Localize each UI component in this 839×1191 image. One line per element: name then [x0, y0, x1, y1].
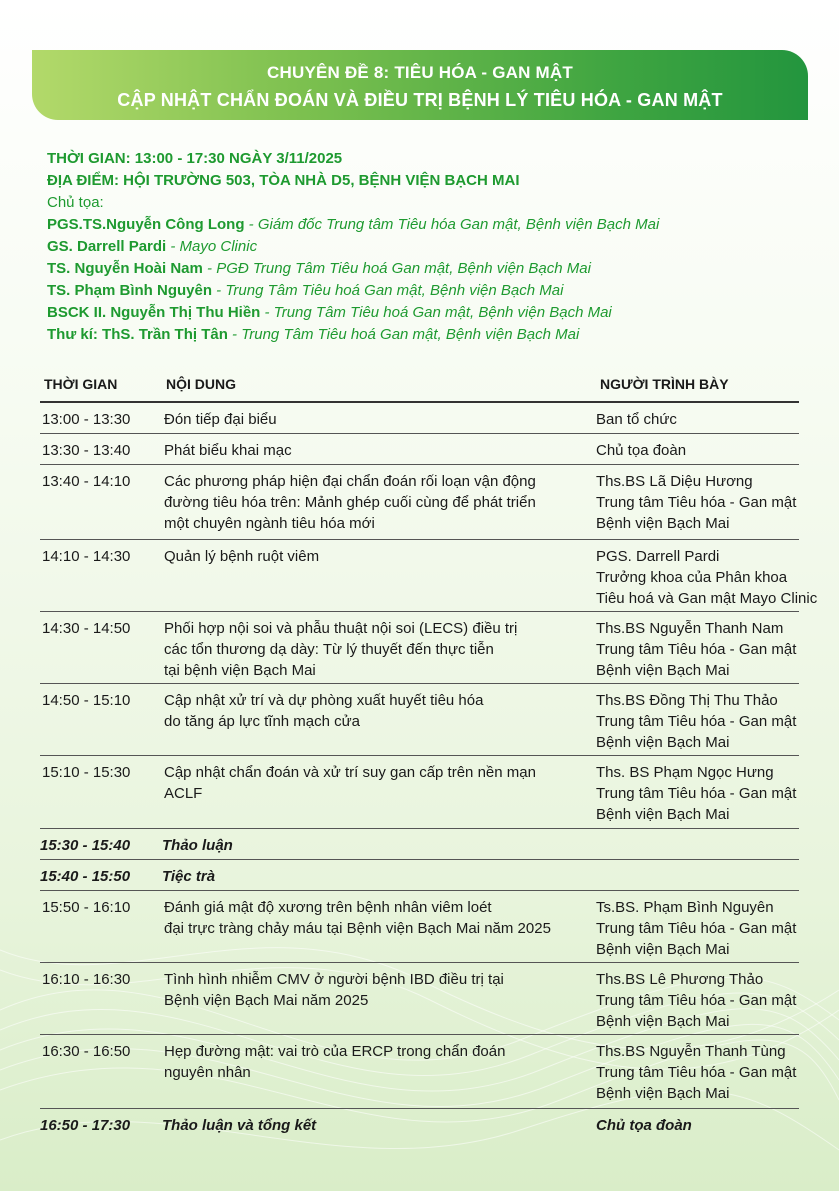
row-speaker — [596, 471, 832, 534]
chair-role: - Trung Tâm Tiêu hoá Gan mật, Bệnh viện Bạch Mai — [212, 282, 564, 299]
speaker-line: Bệnh viện Bạch Mai — [596, 662, 730, 679]
row-time: 15:40 - 15:50 — [40, 868, 131, 885]
secretary-role: - Trung Tâm Tiêu hoá Gan mật, Bệnh viện Bạch Mai — [227, 326, 580, 343]
row-time: 15:10 - 15:30 — [42, 764, 131, 781]
row-content — [164, 546, 594, 567]
speaker-line: Chủ tọa đoàn — [596, 442, 687, 459]
chair-role: - Mayo Clinic — [166, 238, 258, 255]
table-body — [40, 403, 818, 1137]
row-content — [164, 897, 594, 939]
row-content — [164, 440, 594, 461]
speaker-line: Ths.BS Lê Phương Thảo — [596, 971, 764, 988]
row-speaker — [596, 1041, 832, 1104]
chair-person — [47, 214, 817, 236]
content-line: Tiệc trà — [162, 868, 216, 885]
speaker-line: Trưởng khoa của Phân khoa — [596, 569, 788, 586]
session-time: THỜI GIAN: 13:00 - 17:30 NGÀY 3/11/2025 — [47, 150, 343, 167]
chair-person — [47, 258, 817, 280]
row-time: 16:30 - 16:50 — [42, 1043, 131, 1060]
content-line: do tăng áp lực tĩnh mạch cửa — [164, 713, 361, 730]
speaker-line: Trung tâm Tiêu hóa - Gan mật — [596, 713, 797, 730]
chair-person — [47, 302, 817, 324]
speaker-line: Ths.BS Đồng Thị Thu Thảo — [596, 692, 778, 709]
content-line: Quản lý bệnh ruột viêm — [164, 548, 320, 565]
speaker-line: Bệnh viện Bạch Mai — [596, 1085, 730, 1102]
row-time: 16:50 - 17:30 — [40, 1117, 131, 1134]
row-time: 14:30 - 14:50 — [42, 620, 131, 637]
row-time: 13:30 - 13:40 — [42, 442, 131, 459]
content-line: Thảo luận — [162, 837, 233, 854]
speaker-line: Ths.BS Nguyễn Thanh Tùng — [596, 1043, 786, 1060]
content-line: Các phương pháp hiện đại chẩn đoán rối loạn vận động — [164, 473, 536, 490]
content-line: Cập nhật chẩn đoán và xử trí suy gan cấp trên nền mạn — [164, 764, 536, 781]
table-row — [40, 1109, 799, 1137]
row-content — [162, 866, 592, 887]
chair-name: BSCK II. Nguyễn Thị Thu Hiền — [47, 304, 261, 321]
content-line: Phát biểu khai mạc — [164, 442, 292, 459]
speaker-line: Ths.BS Nguyễn Thanh Nam — [596, 620, 784, 637]
row-time: 14:10 - 14:30 — [42, 548, 131, 565]
speaker-line: Trung tâm Tiêu hóa - Gan mật — [596, 920, 797, 937]
chair-person — [47, 280, 817, 302]
row-speaker — [596, 409, 832, 430]
row-time: 15:30 - 15:40 — [40, 837, 131, 854]
table-row — [40, 403, 799, 434]
speaker-line: Bệnh viện Bạch Mai — [596, 941, 730, 958]
speaker-line: Trung tâm Tiêu hóa - Gan mật — [596, 494, 797, 511]
speaker-line: Trung tâm Tiêu hóa - Gan mật — [596, 1064, 797, 1081]
topic-banner — [32, 50, 808, 120]
row-content — [164, 618, 594, 681]
speaker-line: Bệnh viện Bạch Mai — [596, 1013, 730, 1030]
table-row — [40, 465, 799, 540]
speaker-line: Ts.BS. Phạm Bình Nguyên — [596, 899, 774, 916]
chair-role: - Trung Tâm Tiêu hoá Gan mật, Bệnh viện Bạch Mai — [260, 304, 612, 321]
header-speaker: NGƯỜI TRÌNH BÀY — [600, 376, 729, 392]
content-line: Cập nhật xử trí và dự phòng xuất huyết tiêu hóa — [164, 692, 484, 709]
content-line: Đánh giá mật độ xương trên bệnh nhân viêm loét — [164, 899, 492, 916]
row-speaker — [596, 618, 832, 681]
speaker-line: Ths.BS Lã Diệu Hương — [596, 473, 753, 490]
speaker-line: Ban tổ chức — [596, 411, 677, 428]
table-row — [40, 860, 799, 891]
content-line: nguyên nhân — [164, 1064, 251, 1081]
chair-label: Chủ tọa: — [47, 194, 104, 211]
row-content — [164, 969, 594, 1011]
session-info — [47, 148, 817, 346]
speaker-line: Bệnh viện Bạch Mai — [596, 734, 730, 751]
table-row — [40, 963, 799, 1035]
table-header — [40, 372, 799, 403]
row-speaker — [596, 690, 832, 753]
chair-name: TS. Nguyễn Hoài Nam — [47, 260, 203, 277]
row-speaker — [596, 762, 832, 825]
content-line: đại trực tràng chảy máu tại Bệnh viện Bạch Mai năm 2025 — [164, 920, 551, 937]
speaker-line: Bệnh viện Bạch Mai — [596, 806, 730, 823]
content-line: các tổn thương dạ dày: Từ lý thuyết đến thực tiễn — [164, 641, 494, 658]
table-row — [40, 891, 799, 963]
table-row — [40, 756, 799, 829]
header-time: THỜI GIAN — [44, 376, 118, 392]
row-time: 14:50 - 15:10 — [42, 692, 131, 709]
row-speaker — [596, 897, 832, 960]
content-line: ACLF — [164, 785, 203, 802]
row-content — [162, 1115, 592, 1136]
header-content: NỘI DUNG — [166, 376, 236, 392]
row-speaker — [596, 440, 832, 461]
table-row — [40, 1035, 799, 1109]
chair-name: PGS.TS.Nguyễn Công Long — [47, 216, 245, 233]
speaker-line: Tiêu hoá và Gan mật Mayo Clinic — [596, 590, 818, 607]
content-line: Đón tiếp đại biểu — [164, 411, 277, 428]
chair-name: TS. Phạm Bình Nguyên — [47, 282, 213, 299]
table-row — [40, 684, 799, 756]
secretary — [47, 324, 817, 346]
content-line: Hẹp đường mật: vai trò của ERCP trong chẩn đoán — [164, 1043, 506, 1060]
row-speaker — [596, 969, 832, 1032]
table-row — [40, 540, 818, 612]
speaker-line: Bệnh viện Bạch Mai — [596, 515, 730, 532]
row-content — [162, 835, 592, 856]
chair-name: GS. Darrell Pardi — [47, 238, 167, 255]
content-line: Phối hợp nội soi và phẫu thuật nội soi (LECS) điều trị — [164, 620, 518, 637]
speaker-line: PGS. Darrell Pardi — [596, 548, 720, 565]
table-row — [40, 829, 799, 860]
chair-role: - Giám đốc Trung tâm Tiêu hóa Gan mật, Bệnh viện Bạch Mai — [244, 216, 660, 233]
chair-role: - PGĐ Trung Tâm Tiêu hoá Gan mật, Bệnh viện Bạch Mai — [202, 260, 591, 277]
table-row — [40, 434, 799, 465]
content-line: một chuyên ngành tiêu hóa mới — [164, 515, 375, 532]
table-row — [40, 612, 799, 684]
banner-title: CHUYÊN ĐỀ 8: TIÊU HÓA - GAN MẬT — [267, 63, 573, 82]
row-time: 13:40 - 14:10 — [42, 473, 131, 490]
row-time: 16:10 - 16:30 — [42, 971, 131, 988]
session-location: ĐỊA ĐIỂM: HỘI TRƯỜNG 503, TÒA NHÀ D5, BỆNH VIỆN BẠCH MAI — [47, 172, 520, 189]
row-speaker — [596, 1115, 832, 1136]
secretary-name: Thư kí: ThS. Trần Thị Tân — [47, 326, 228, 343]
row-content — [164, 690, 594, 732]
row-content — [164, 471, 594, 534]
content-line: Tình hình nhiễm CMV ở người bệnh IBD điều trị tại — [164, 971, 504, 988]
speaker-line: Trung tâm Tiêu hóa - Gan mật — [596, 641, 797, 658]
row-content — [164, 1041, 594, 1083]
chair-person — [47, 236, 817, 258]
row-time: 13:00 - 13:30 — [42, 411, 131, 428]
row-speaker — [596, 546, 832, 609]
content-line: tại bệnh viện Bạch Mai — [164, 662, 316, 679]
speaker-line: Trung tâm Tiêu hóa - Gan mật — [596, 785, 797, 802]
agenda-table — [40, 372, 818, 1137]
banner-subtitle: CẬP NHẬT CHẨN ĐOÁN VÀ ĐIỀU TRỊ BỆNH LÝ TIÊU HÓA - GAN MẬT — [117, 90, 723, 110]
row-content — [164, 409, 594, 430]
speaker-line: Ths. BS Phạm Ngọc Hưng — [596, 764, 774, 781]
speaker-line: Chủ tọa đoàn — [596, 1117, 692, 1134]
content-line: Bệnh viện Bạch Mai năm 2025 — [164, 992, 369, 1009]
speaker-line: Trung tâm Tiêu hóa - Gan mật — [596, 992, 797, 1009]
content-line: Thảo luận và tổng kết — [162, 1117, 317, 1134]
row-content — [164, 762, 594, 804]
row-time: 15:50 - 16:10 — [42, 899, 131, 916]
content-line: đường tiêu hóa trên: Mảnh ghép cuối cùng để phát triển — [164, 494, 536, 511]
